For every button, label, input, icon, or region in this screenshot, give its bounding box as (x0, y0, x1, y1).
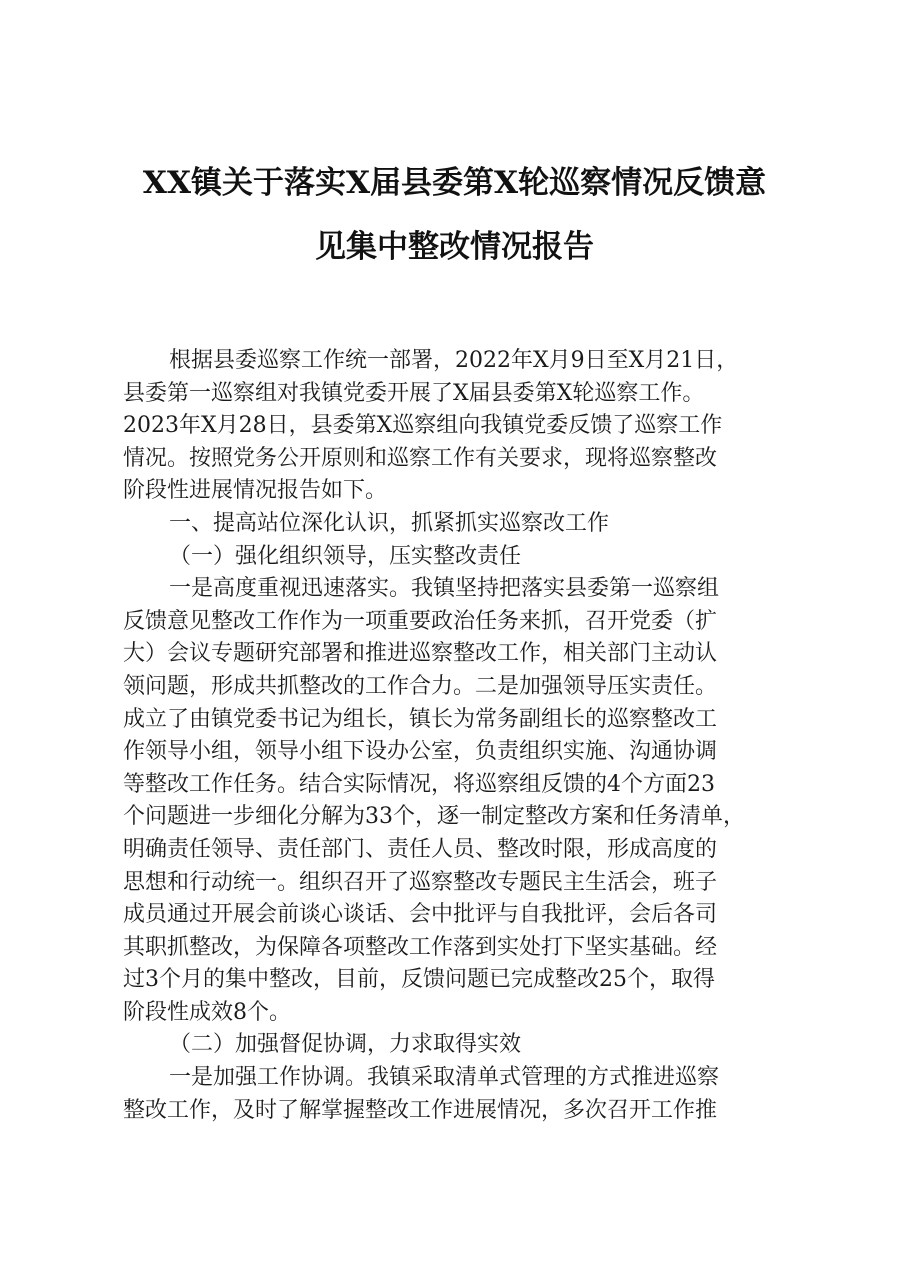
paragraph-line: 整改工作，及时了解掌握整改工作进展情况，多次召开工作推 (123, 1097, 718, 1123)
subsection-heading: （二）加强督促协调，力求取得实效 (169, 1032, 522, 1058)
paragraph-line: 成立了由镇党委书记为组长，镇长为常务副组长的巡察整改工 (123, 706, 718, 732)
paragraph-line: 阶段性成效8个。 (123, 999, 291, 1025)
paragraph-line: 过3个月的集中整改，目前，反馈问题已完成整改25个，取得 (123, 967, 715, 993)
paragraph-line: 情况。按照党务公开原则和巡察工作有关要求，现将巡察整改 (123, 445, 718, 471)
paragraph-line: 作领导小组，领导小组下设办公室，负责组织实施、沟通协调 (123, 739, 718, 765)
document-title-line-1: XX镇关于落实X届县委第X轮巡察情况反馈意 (142, 165, 767, 201)
paragraph-line: 一是加强工作协调。我镇采取清单式管理的方式推进巡察 (169, 1065, 720, 1091)
paragraph-line: 个问题进一步细化分解为33个，逐一制定整改方案和任务清单， (123, 804, 745, 830)
paragraph-line: 阶段性进展情况报告如下。 (123, 478, 388, 504)
paragraph-line: 反馈意见整改工作作为一项重要政治任务来抓，召开党委（扩 (123, 608, 718, 634)
paragraph-line: 领问题，形成共抓整改的工作合力。二是加强领导压实责任。 (123, 673, 718, 699)
paragraph-line: 一是高度重视迅速落实。我镇坚持把落实县委第一巡察组 (169, 576, 720, 602)
section-heading: 一、提高站位深化认识，抓紧抓实巡察改工作 (169, 510, 610, 536)
paragraph-line: 大）会议专题研究部署和推进巡察整改工作，相关部门主动认 (123, 641, 718, 667)
paragraph-line: 其职抓整改，为保障各项整改工作落到实处打下坚实基础。经 (123, 934, 718, 960)
paragraph-line: 等整改工作任务。结合实际情况，将巡察组反馈的4个方面23 (123, 771, 715, 797)
document-title-line-2: 见集中整改情况报告 (315, 229, 594, 265)
paragraph-line: 思想和行动统一。组织召开了巡察整改专题民主生活会，班子 (123, 869, 718, 895)
paragraph-line: 根据县委巡察工作统一部署，2022年X月9日至X月21日， (169, 348, 739, 373)
paragraph-line: 2023年X月28日，县委第X巡察组向我镇党委反馈了巡察工作 (123, 413, 723, 439)
paragraph-line: 县委第一巡察组对我镇党委开展了X届县委第X轮巡察工作。 (123, 380, 705, 406)
subsection-heading: （一）强化组织领导，压实整改责任 (169, 543, 522, 569)
document-body (123, 345, 803, 1127)
paragraph-line: 明确责任领导、责任部门、责任人员、整改时限，形成高度的 (123, 836, 718, 862)
paragraph-line: 成员通过开展会前谈心谈话、会中批评与自我批评，会后各司 (123, 902, 718, 928)
